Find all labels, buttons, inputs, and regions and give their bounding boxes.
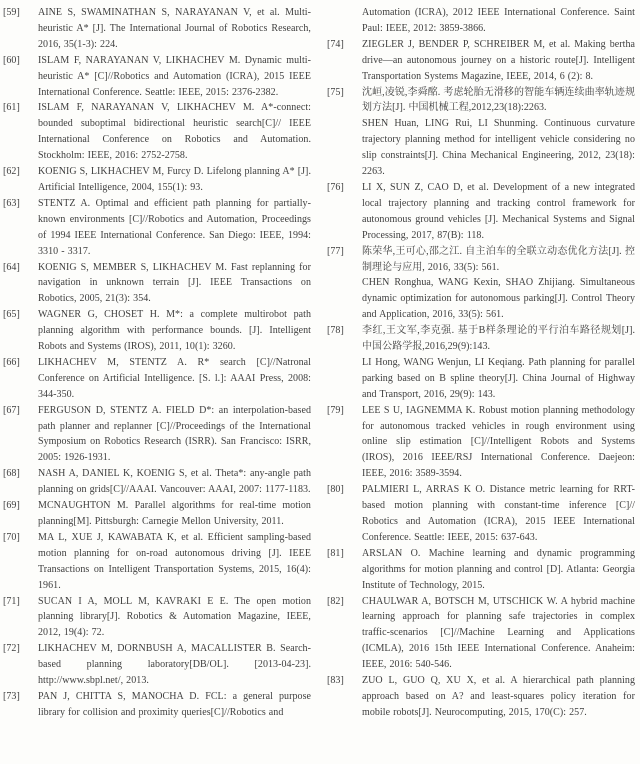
reference-number: [74] (327, 38, 344, 50)
reference-entry (327, 403, 635, 483)
reference-number: [79] (327, 404, 344, 416)
reference-number: [71] (3, 595, 20, 607)
reference-number: [66] (3, 356, 20, 368)
reference-paragraph (3, 53, 311, 101)
reference-paragraph (327, 673, 635, 721)
reference-paragraph (3, 260, 311, 308)
reference-translation-paragraph (327, 355, 635, 403)
reference-text: LIKHACHEV M, STENTZ A. R* search [C]//Natronal Conference on Artificial Intelligence. [S. l.]: AAAI Press, 2008: 344-350. (38, 356, 311, 400)
reference-entry (327, 85, 635, 180)
reference-text: LI X, SUN Z, CAO D, et al. Development of a new integrated local trajectory planning and tracking control framework for autonomous ground vehicles [J]. Mechanical Systems and Signal Processing, 2017, 87(B): 118. (362, 181, 635, 241)
reference-paragraph (3, 466, 311, 498)
reference-entry (327, 594, 635, 674)
reference-paragraph (327, 180, 635, 244)
reference-paragraph (3, 530, 311, 594)
reference-number: [72] (3, 643, 20, 655)
references-column-left (3, 5, 311, 721)
reference-number: [61] (3, 102, 20, 114)
reference-entry (3, 100, 311, 164)
reference-text: LI Hong, WANG Wenjun, LI Keqiang. Path planning for parallel parking based on B spline theory[J]. China Journal of Highway and Transport, 2016, 29(9): 143. (362, 356, 635, 400)
reference-entry (3, 530, 311, 594)
reference-entry (3, 498, 311, 530)
reference-paragraph (3, 498, 311, 530)
reference-paragraph (3, 164, 311, 196)
reference-entry (3, 594, 311, 642)
reference-number: [69] (3, 500, 20, 512)
reference-text: Automation (ICRA), 2012 IEEE International Conference. Saint Paul: IEEE, 2012: 3859-3866. (362, 7, 635, 34)
reference-text: SHEN Huan, LING Rui, LI Shunming. Continuous curvature trajectory planning method for intelligent vehicle considering no slip constraints[J]. China Mechanical Engineering, 2012, 23(18): 2263. (362, 118, 635, 178)
reference-number: [68] (3, 468, 20, 480)
reference-text: ISLAM F, NARAYANAN V, LIKHACHEV M. Dynamic multi-heuristic A* [C]//Robotics and Automation (ICRA), 2015 IEEE International Conference. Seattle: IEEE, 2015: 2376-2382. (38, 54, 311, 98)
reference-text: CHAULWAR A, BOTSCH M, UTSCHICK W. A hybrid machine learning approach for planning safe trajectories in complex traffic-scenarios [C]//Machine Learning and Applications (ICMLA), 2016 15th IEEE International Conference. Anaheim: IEEE, 2016: 540-546. (362, 595, 635, 671)
reference-text: PAN J, CHITTA S, MANOCHA D. FCL: a general purpose library for collision and proximity queries[C]//Robotics and (38, 690, 311, 718)
reference-number: [59] (3, 7, 20, 18)
reference-number: [67] (3, 404, 20, 416)
reference-text: AINE S, SWAMINATHAN S, NARAYANAN V, et al. Multi-heuristic A* [J]. The International Journal of Robotics Research, 2016, 35(1-3): 224. (38, 7, 311, 50)
reference-entry (3, 466, 311, 498)
reference-entry (327, 323, 635, 403)
reference-text: ISLAM F, NARAYANAN V, LIKHACHEV M. A*-connect: bounded suboptimal bidirectional heuristic search[C]// IEEE International Conference on Robotics and Automation. Stockholm: IEEE, 2016: 2752-2758. (38, 102, 311, 162)
reference-number: [82] (327, 595, 344, 607)
reference-number: [75] (327, 86, 344, 98)
reference-entry (327, 180, 635, 244)
reference-paragraph (327, 403, 635, 483)
reference-number: [80] (327, 484, 344, 496)
reference-paragraph (327, 37, 635, 85)
reference-number: [62] (3, 166, 20, 178)
reference-number: [73] (3, 690, 20, 702)
reference-entry (327, 37, 635, 85)
reference-entry (3, 5, 311, 53)
reference-paragraph (327, 482, 635, 546)
reference-text: MCNAUGHTON M. Parallel algorithms for real-time motion planning[M]. Pittsburgh: Carnegie Mellon University, 2011. (38, 500, 311, 527)
reference-number: [65] (3, 309, 20, 321)
reference-number: [63] (3, 197, 20, 209)
reference-text: WAGNER G, CHOSET H. M*: a complete multirobot path planning algorithm with performance bounds. [J]. Intelligent Robots and Systems (IROS), 2011, 10(1): 3260. (38, 309, 311, 353)
reference-number: [78] (327, 325, 344, 337)
reference-paragraph (327, 594, 635, 674)
reference-paragraph (3, 196, 311, 260)
reference-text: NASH A, DANIEL K, KOENIG S, et al. Theta*: any-angle path planning on grids[C]//AAAI. Vancouver: AAAI, 2007: 1177-1183. (38, 468, 311, 496)
reference-paragraph (3, 641, 311, 689)
reference-text: ZIEGLER J, BENDER P, SCHREIBER M, et al. Making bertha drive—an autonomous journey on a historic route[J]. Intelligent Transportation Systems Magazine, IEEE, 2014, 6 (2): 8. (362, 38, 635, 82)
reference-translation-paragraph (327, 275, 635, 323)
reference-text: KOENIG S, LIKHACHEV M, Furcy D. Lifelong planning A* [J]. Artificial Intelligence, 2004, 155(1): 93. (38, 166, 311, 193)
reference-entry (3, 260, 311, 308)
reference-text: 沈峘,凌锐,李舜酩. 考虑轮胎无滑移的智能车辆连续曲率轨迹规划方法[J]. 中国机械工程,2012,23(18):2263. (362, 86, 635, 114)
reference-text: MA L, XUE J, KAWABATA K, et al. Efficient sampling-based motion planning for on-road autonomous driving [J]. IEEE Transactions on Intelligent Transportation Systems, 2015, 16(4): 1961. (38, 531, 311, 591)
reference-text: ZUO L, GUO Q, XU X, et al. A hierarchical path planning approach based on A? and least-squares policy iteration for mobile robots[J]. Neurocomputing, 2015, 170(C): 257. (362, 675, 635, 718)
reference-number: [83] (327, 675, 344, 687)
reference-paragraph (327, 323, 635, 355)
reference-entry (327, 546, 635, 594)
reference-paragraph (327, 546, 635, 594)
reference-paragraph (3, 307, 311, 355)
reference-entry (327, 482, 635, 546)
reference-entry (327, 5, 635, 37)
reference-number: [77] (327, 245, 344, 257)
reference-entry (3, 641, 311, 689)
reference-number: [64] (3, 261, 20, 273)
reference-entry (327, 244, 635, 324)
reference-text: 李红,王文军,李克强. 基于B样条理论的平行泊车路径规划[J]. 中国公路学报,2016,29(9):143. (362, 325, 635, 353)
reference-entry (327, 673, 635, 721)
reference-entry (3, 307, 311, 355)
reference-paragraph (327, 5, 635, 37)
reference-entry (3, 164, 311, 196)
reference-entry (3, 403, 311, 467)
reference-entry (3, 689, 311, 721)
reference-number: [70] (3, 531, 20, 543)
reference-translation-paragraph (327, 116, 635, 180)
reference-number: [81] (327, 547, 344, 559)
reference-paragraph (3, 689, 311, 721)
reference-paragraph (3, 594, 311, 642)
reference-text: KOENIG S, MEMBER S, LIKHACHEV M. Fast replanning for navigation in unknown terrain [J]. IEEE Transactions on Robotics, 2005, 21(3): 354. (38, 261, 311, 305)
reference-paragraph (3, 5, 311, 53)
reference-paragraph (327, 85, 635, 117)
reference-paragraph (3, 355, 311, 403)
reference-text: LIKHACHEV M, DORNBUSH A, MACALLISTER B. Search-based planning laboratory[DB/OL]. [2013-04-23]. http://www.sbpl.net/, 2013. (38, 643, 311, 687)
reference-text: FERGUSON D, STENTZ A. FIELD D*: an interpolation-based path planner and replanner [C]//Proceedings of the International Symposium on Robotics Research (ISRR). San Francisco: ISRR, 2005: 1926-1931. (38, 404, 311, 464)
reference-text: 陈荣华,王可心,邵之江. 自主泊车的全联立动态优化方法[J]. 控制理论与应用, 2016, 33(5): 561. (362, 245, 635, 273)
reference-paragraph (3, 403, 311, 467)
reference-text: SUCAN I A, MOLL M, KAVRAKI E E. The open motion planning library[J]. Robotics & Automation Magazine, IEEE, 2012, 19(4): 72. (38, 595, 311, 639)
reference-text: CHEN Ronghua, WANG Kexin, SHAO Zhijiang. Simultaneous dynamic optimization for autonomous parking[J]. Control Theory and Application, 2016, 33(5): 561. (362, 277, 635, 321)
reference-entry (3, 355, 311, 403)
references-column-right (327, 5, 635, 721)
reference-entry (3, 196, 311, 260)
reference-paragraph (327, 244, 635, 276)
reference-number: [60] (3, 54, 20, 66)
reference-text: STENTZ A. Optimal and efficient path planning for partially-known environments [C]//Robotics and Automation, Proceedings of 1994 IEEE International Conference. San Diego: IEEE, 1994: 3310 - 3317. (38, 197, 311, 257)
reference-text: ARSLAN O. Machine learning and dynamic programming algorithms for motion planning and control [D]. Atlanta: Georgia Institute of Technology, 2015. (362, 547, 635, 591)
reference-number: [76] (327, 181, 344, 193)
reference-entry (3, 53, 311, 101)
reference-text: LEE S U, IAGNEMMA K. Robust motion planning methodology for autonomous tracked vehicles in rough environment using online slip estimation [C]//Intelligent Robots and Systems (IROS), 2016 IEEE/RSJ International Conference. Daejeon: IEEE, 2016: 3589-3594. (362, 404, 635, 480)
reference-paragraph (3, 100, 311, 164)
reference-text: PALMIERI L, ARRAS K O. Distance metric learning for RRT-based motion planning with constant-time inference [C]// Robotics and Automation (ICRA), 2015 IEEE International Conference. Seattle: IEEE, 2015: 637-643. (362, 484, 635, 543)
